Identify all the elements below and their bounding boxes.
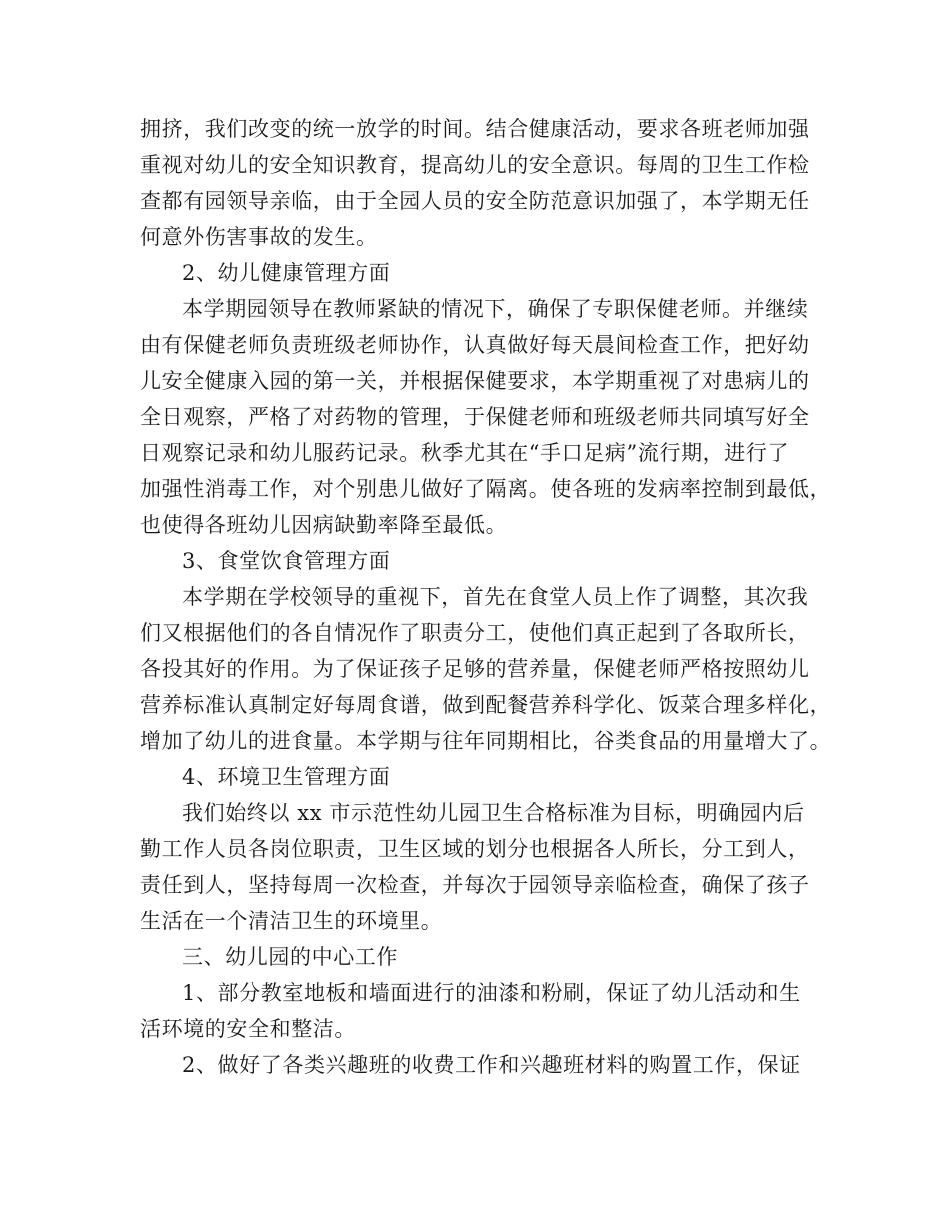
paragraph-first-line: 本学期园领导在教师紧缺的情况下，确保了专职保健老师。并继续	[182, 297, 809, 321]
text-line: 责任到人，坚持每周一次检查，并每次于园领导亲临检查，确保了孩子	[140, 873, 810, 897]
text-line: 营养标准认真制定好每周食谱，做到配餐营养科学化、饭菜合理多样化，	[140, 693, 832, 717]
text-line: 拥挤，我们改变的统一放学的时间。结合健康活动，要求各班老师加强	[140, 117, 810, 141]
section-heading: 2、幼儿健康管理方面	[182, 261, 391, 285]
text-line: 活环境的安全和整洁。	[140, 1017, 356, 1041]
paragraph-first-line: 2、做好了各类兴趣班的收费工作和兴趣班材料的购置工作，保证	[182, 1053, 801, 1077]
section-heading: 三、幼儿园的中心工作	[182, 945, 398, 969]
document-body	[140, 111, 830, 1083]
text-line: 各投其好的作用。为了保证孩子足够的营养量，保健老师严格按照幼儿	[140, 657, 810, 681]
paragraph-first-line: 1、部分教室地板和墙面进行的油漆和粉刷，保证了幼儿活动和生	[182, 981, 801, 1005]
text-line: 全日观察，严格了对药物的管理，于保健老师和班级老师共同填写好全	[140, 405, 810, 429]
section-heading: 3、食堂饮食管理方面	[182, 549, 391, 573]
text-line: 重视对幼儿的安全知识教育，提高幼儿的安全意识。每周的卫生工作检	[140, 153, 810, 177]
paragraph-first-line: 我们始终以 xx 市示范性幼儿园卫生合格标准为目标，明确园内后	[182, 801, 805, 825]
text-line: 儿安全健康入园的第一关，并根据保健要求，本学期重视了对患病儿的	[140, 369, 810, 393]
text-line: 生活在一个清洁卫生的环境里。	[140, 909, 443, 933]
text-line: 日观察记录和幼儿服药记录。秋季尤其在“手口足病”流行期，进行了	[140, 441, 790, 465]
text-line: 勤工作人员各岗位职责，卫生区域的划分也根据各人所长，分工到人，	[140, 837, 810, 861]
text-line: 增加了幼儿的进食量。本学期与往年同期相比，谷类食品的用量增大了。	[140, 729, 832, 753]
text-line: 何意外伤害事故的发生。	[140, 225, 378, 249]
text-line: 们又根据他们的各自情况作了职责分工，使他们真正起到了各取所长，	[140, 621, 810, 645]
text-line: 查都有园领导亲临，由于全园人员的安全防范意识加强了，本学期无任	[140, 189, 810, 213]
text-line: 由有保健老师负责班级老师协作，认真做好每天晨间检查工作，把好幼	[140, 333, 810, 357]
text-line: 加强性消毒工作，对个别患儿做好了隔离。使各班的发病率控制到最低，	[140, 477, 832, 501]
text-line: 也使得各班幼儿因病缺勤率降至最低。	[140, 513, 508, 537]
section-heading: 4、环境卫生管理方面	[182, 765, 391, 789]
paragraph-first-line: 本学期在学校领导的重视下，首先在食堂人员上作了调整，其次我	[182, 585, 809, 609]
